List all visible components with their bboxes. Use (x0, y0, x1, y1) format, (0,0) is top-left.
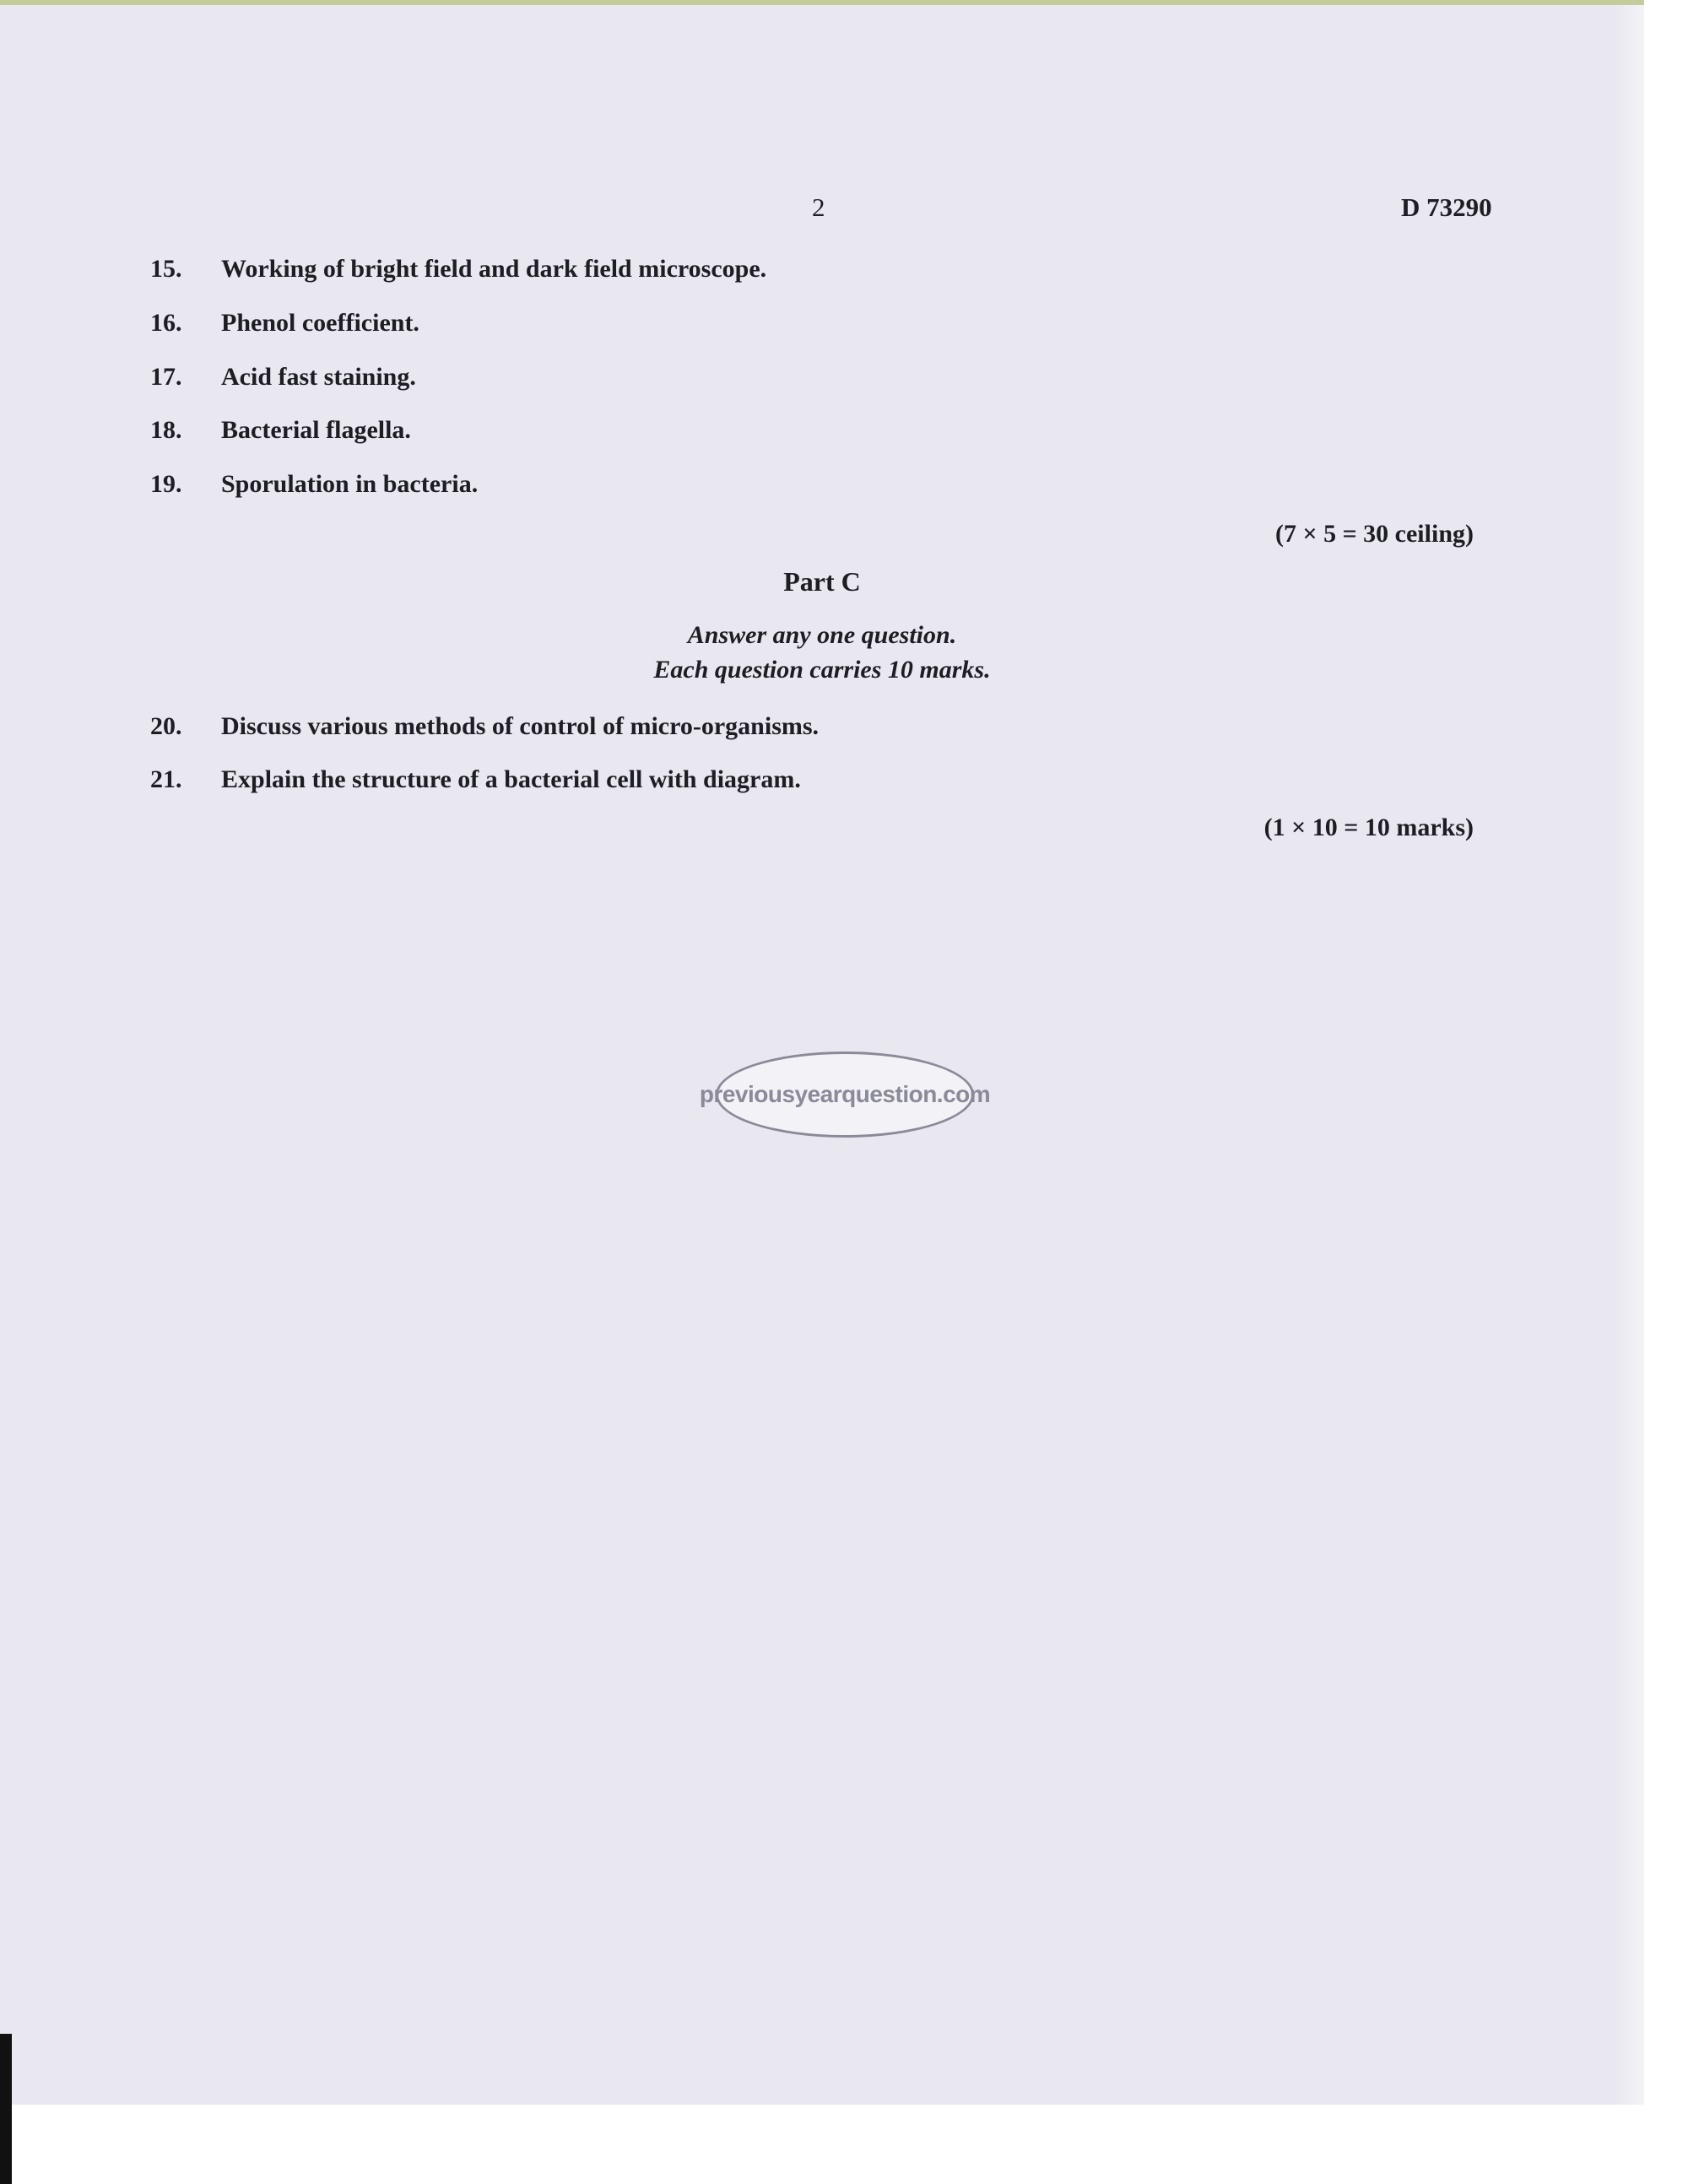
part-b-marks: (7 × 5 = 30 ceiling) (1275, 520, 1474, 548)
paper-code: D 73290 (1401, 192, 1492, 222)
question-text: Discuss various methods of control of micro-organisms. (221, 712, 820, 740)
question-16 (150, 309, 419, 338)
question-number: 17. (150, 363, 182, 391)
question-number: 16. (150, 309, 182, 337)
question-number: 21. (150, 765, 182, 793)
question-19 (150, 470, 478, 499)
question-21 (150, 765, 801, 794)
question-text: Sporulation in bacteria. (221, 470, 479, 498)
question-text: Acid fast staining. (221, 363, 416, 391)
question-20 (150, 712, 819, 741)
watermark-logo: previousyearquestion.com (716, 1051, 974, 1138)
question-text: Working of bright field and dark field microscope. (221, 255, 767, 283)
question-number: 15. (150, 255, 182, 283)
question-15 (150, 255, 766, 284)
scan-edge-mark (0, 2034, 12, 2184)
question-17 (150, 363, 416, 392)
question-text: Bacterial flagella. (221, 416, 411, 444)
page-number: 2 (812, 192, 825, 222)
part-c-instruction-1: Answer any one question. (687, 621, 957, 649)
page-edge-shadow (1614, 5, 1644, 2105)
question-18 (150, 416, 411, 445)
question-number: 20. (150, 712, 182, 740)
question-text: Phenol coefficient. (221, 309, 419, 337)
part-c-marks: (1 × 10 = 10 marks) (1263, 814, 1474, 841)
part-c-instruction-2: Each question carries 10 marks. (653, 656, 991, 684)
question-number: 19. (150, 470, 182, 498)
question-text: Explain the structure of a bacterial cell with diagram. (221, 765, 801, 793)
question-number: 18. (150, 416, 182, 444)
part-c-title: Part C (783, 566, 861, 597)
